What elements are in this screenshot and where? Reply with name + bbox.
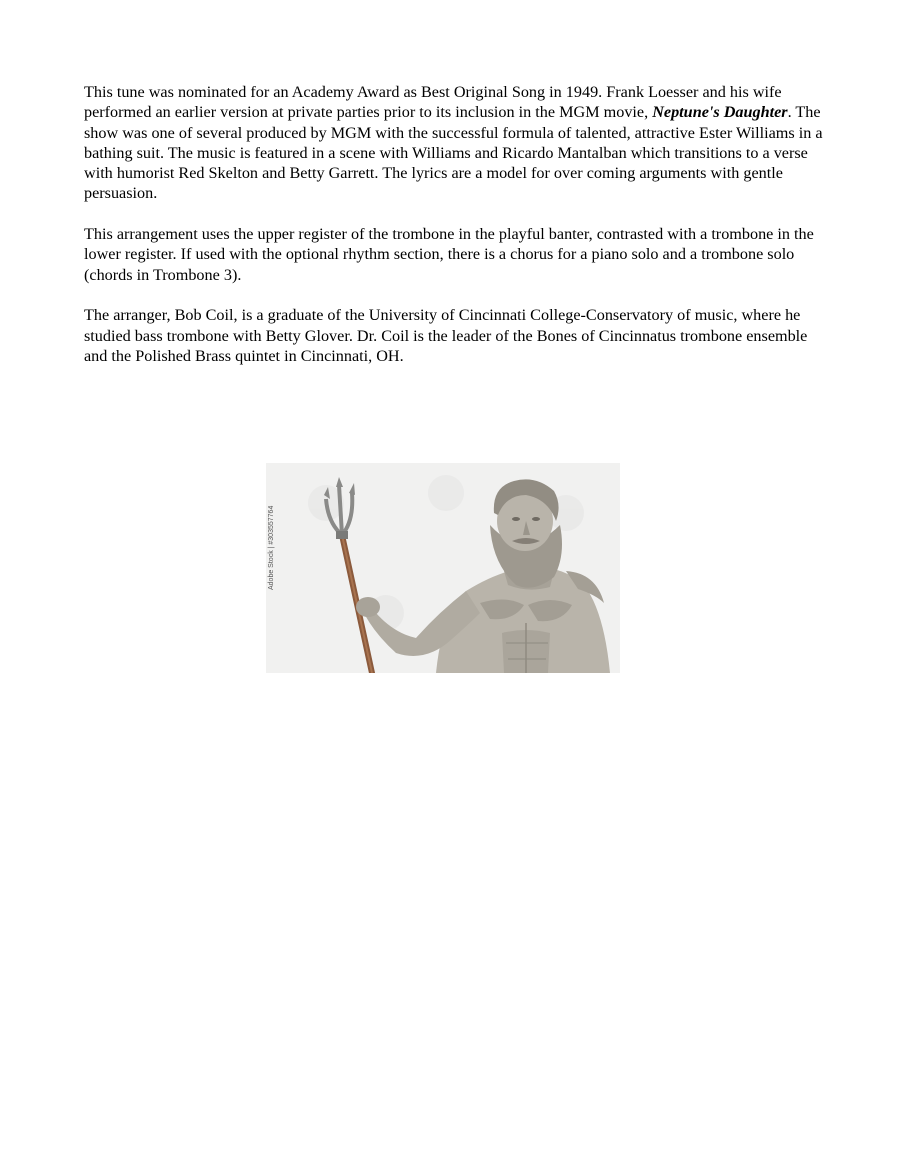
neptune-statue-image (266, 463, 620, 673)
paragraph-history (84, 82, 824, 204)
movie-title: Neptune's Daughter (652, 103, 788, 122)
paragraph-arrangement: This arrangement uses the upper register of the trombone in the playful banter, contrasted with a trombone in the lower register. If used with the optional rhythm section, there is a chorus for a piano solo and a trombone solo (chords in Trombone 3). (84, 225, 814, 284)
paragraph-arranger: The arranger, Bob Coil, is a graduate of the University of Cincinnati College-Conservatory of music, where he studied bass trombone with Betty Glover. Dr. Coil is the leader of the Bones of Cincinnatus trombone ensemble and the Polished Brass quintet in Cincinnati, OH. (84, 306, 808, 365)
body-text (84, 82, 824, 386)
neptune-statue-illustration (266, 463, 620, 673)
paragraph-history-part2: . The show was one of several produced by MGM with the successful formula of talented, attractive Ester Williams in a bathing suit. The music is featured in a scene with Williams and Ricardo Mantalban which transitions to a verse with humorist Red Skelton and Betty Garrett. The lyrics are a model for over coming arguments with gentle persuasion. (84, 103, 823, 203)
stock-watermark: Adobe Stock | #303557764 (268, 505, 275, 590)
paragraph-history-part1: This tune was nominated for an Academy Award as Best Original Song in 1949. Frank Loesser and his wife performed an earlier version at private parties prior to its inclusion in the MGM movie, (84, 83, 782, 122)
